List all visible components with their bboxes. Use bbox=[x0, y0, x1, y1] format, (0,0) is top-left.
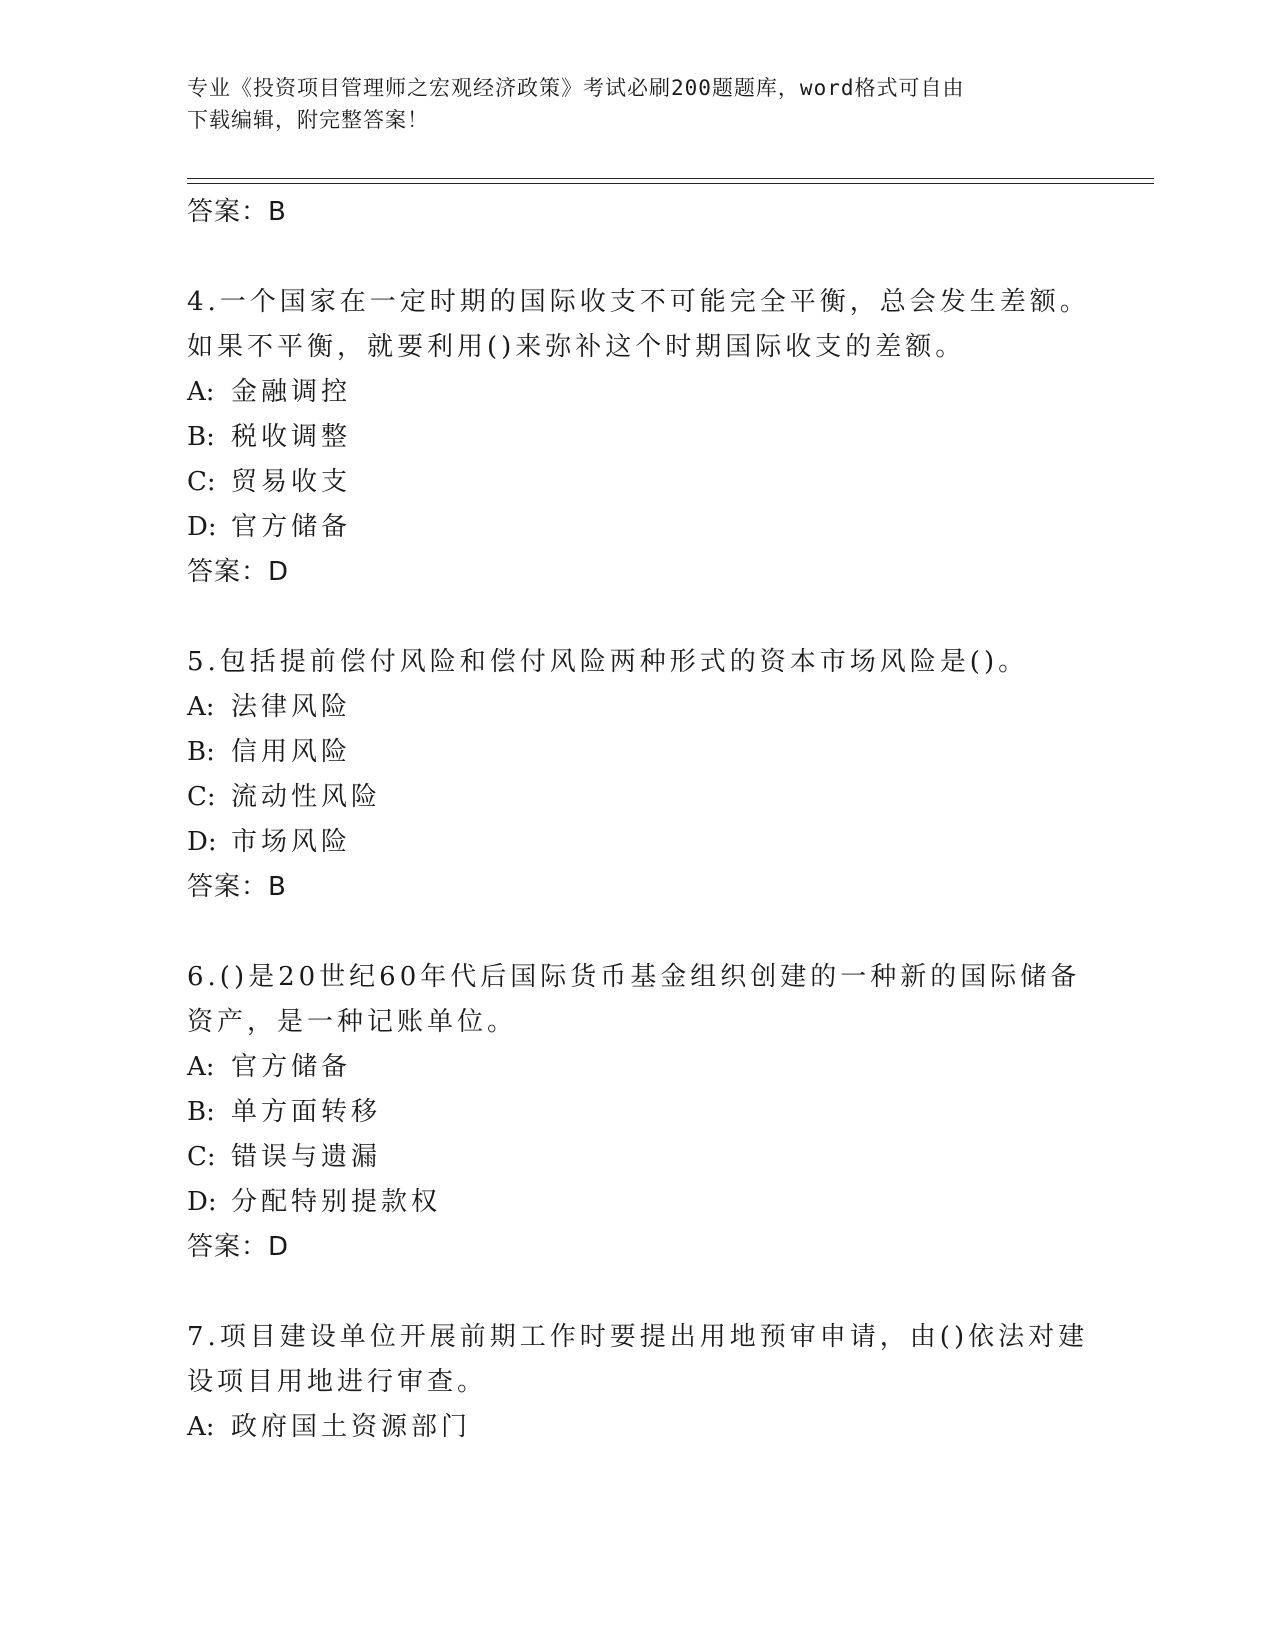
answer-previous: 答案：B bbox=[187, 197, 287, 227]
option-text: 单方面转移 bbox=[231, 1097, 382, 1127]
question-text-line: 设项目用地进行审查。 bbox=[187, 1367, 488, 1397]
question-4 bbox=[187, 280, 1090, 595]
question-7 bbox=[187, 1315, 1087, 1450]
option-b bbox=[187, 1090, 1087, 1135]
option-key: D: bbox=[187, 827, 217, 857]
question-5 bbox=[187, 640, 1087, 910]
option-d bbox=[187, 505, 1087, 550]
option-key: A: bbox=[187, 1412, 215, 1442]
answer: 答案：D bbox=[187, 1232, 290, 1262]
option-key: A: bbox=[187, 692, 215, 722]
header-rule-bottom bbox=[187, 183, 1154, 184]
option-key: C: bbox=[187, 782, 216, 812]
option-key: B: bbox=[187, 1097, 215, 1127]
question-text-line: 如果不平衡，就要利用()来弥补这个时期国际收支的差额。 bbox=[187, 332, 966, 362]
header-rule-top bbox=[187, 178, 1154, 179]
option-b bbox=[187, 730, 1087, 775]
option-a bbox=[187, 1405, 1087, 1450]
option-c bbox=[187, 1135, 1087, 1180]
option-b bbox=[187, 415, 1087, 460]
header-line-2: 下载编辑，附完整答案！ bbox=[187, 108, 429, 132]
question-text-line: 资产，是一种记账单位。 bbox=[187, 1007, 518, 1037]
question-text-line: 7.项目建设单位开展前期工作时要提出用地预审申请，由()依法对建 bbox=[187, 1322, 1089, 1352]
option-text: 信用风险 bbox=[231, 737, 352, 767]
option-key: D: bbox=[187, 512, 217, 542]
option-key: A: bbox=[187, 1052, 215, 1082]
option-text: 金融调控 bbox=[231, 377, 352, 407]
option-text: 官方储备 bbox=[231, 1052, 352, 1082]
question-6 bbox=[187, 955, 1087, 1270]
option-key: C: bbox=[187, 467, 216, 497]
option-key: C: bbox=[187, 1142, 216, 1172]
option-text: 政府国土资源部门 bbox=[231, 1412, 472, 1442]
option-text: 法律风险 bbox=[231, 692, 352, 722]
option-key: A: bbox=[187, 377, 215, 407]
option-key: B: bbox=[187, 422, 215, 452]
option-text: 流动性风险 bbox=[231, 782, 382, 812]
option-text: 贸易收支 bbox=[231, 467, 352, 497]
question-text-line: 6.()是20世纪60年代后国际货币基金组织创建的一种新的国际储备 bbox=[187, 962, 1081, 992]
option-text: 错误与遗漏 bbox=[231, 1142, 382, 1172]
option-text: 分配特别提款权 bbox=[231, 1187, 442, 1217]
question-text-line: 4.一个国家在一定时期的国际收支不可能完全平衡，总会发生差额。 bbox=[187, 287, 1090, 317]
option-text: 官方储备 bbox=[231, 512, 352, 542]
answer: 答案：B bbox=[187, 872, 287, 902]
option-a bbox=[187, 370, 1087, 415]
question-list bbox=[187, 190, 1090, 1450]
option-d bbox=[187, 1180, 1087, 1225]
option-key: D: bbox=[187, 1187, 217, 1217]
option-a bbox=[187, 685, 1087, 730]
document-header bbox=[187, 72, 1067, 136]
answer: 答案：D bbox=[187, 557, 290, 587]
option-c bbox=[187, 460, 1087, 505]
option-key: B: bbox=[187, 737, 215, 767]
option-text: 税收调整 bbox=[231, 422, 352, 452]
option-a bbox=[187, 1045, 1087, 1090]
header-line-1: 专业《投资项目管理师之宏观经济政策》考试必刷200题题库，word格式可自由 bbox=[187, 76, 965, 100]
option-d bbox=[187, 820, 1087, 865]
option-c bbox=[187, 775, 1087, 820]
question-text-line: 5.包括提前偿付风险和偿付风险两种形式的资本市场风险是()。 bbox=[187, 647, 1029, 677]
option-text: 市场风险 bbox=[231, 827, 352, 857]
